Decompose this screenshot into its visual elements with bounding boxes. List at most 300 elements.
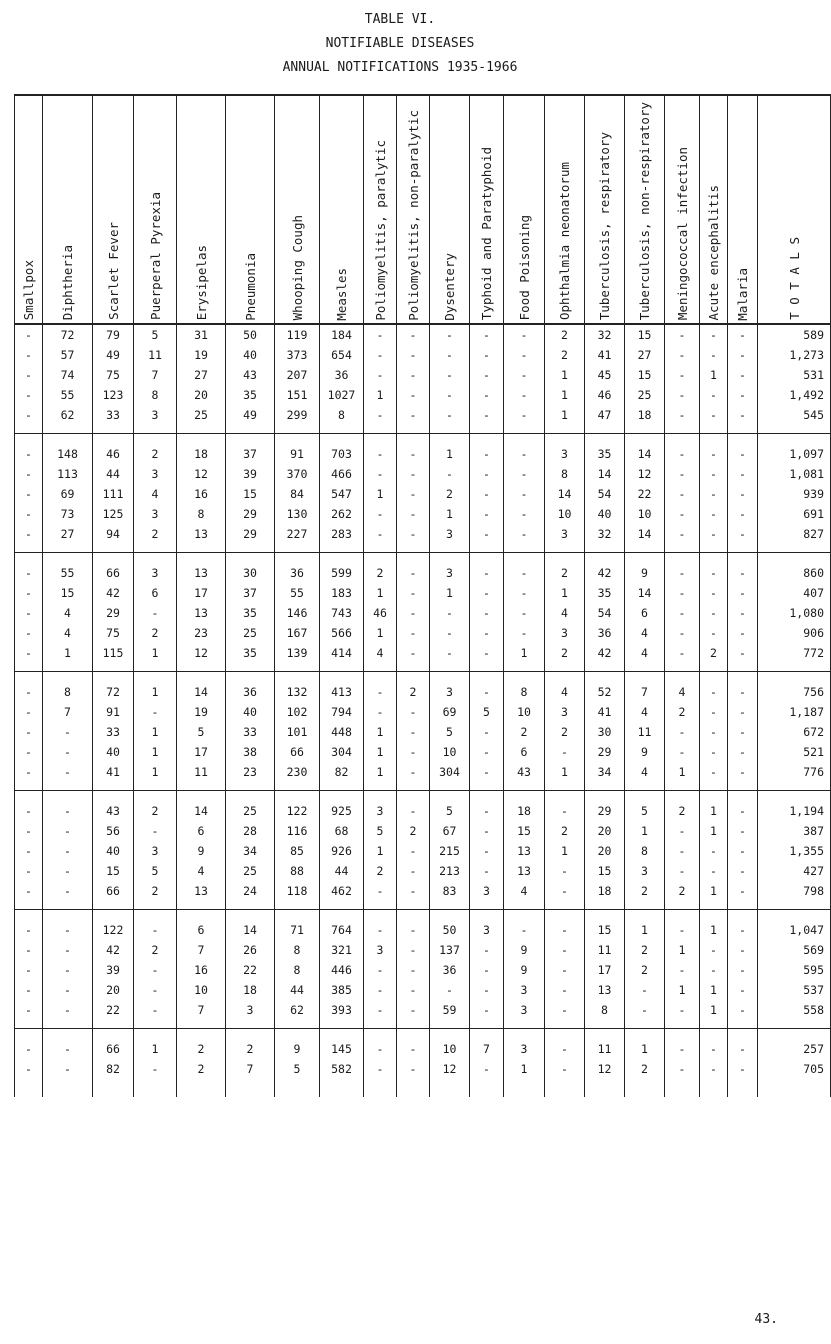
- table-cell: 672: [758, 722, 831, 742]
- table-cell: 1,047: [758, 910, 831, 941]
- table-cell: 28: [226, 821, 275, 841]
- table-cell: -: [15, 524, 43, 553]
- table-cell: 75: [93, 365, 134, 385]
- table-cell: 122: [93, 910, 134, 941]
- table-cell: -: [364, 324, 397, 345]
- table-cell: -: [397, 385, 430, 405]
- table-cell: 1: [504, 1059, 545, 1097]
- table-cell: -: [728, 960, 758, 980]
- table-cell: 37: [226, 434, 275, 465]
- table-cell: -: [15, 960, 43, 980]
- column-header-label: Tuberculosis, non-respiratory: [637, 102, 652, 321]
- table-cell: -: [364, 504, 397, 524]
- table-cell: 1: [665, 940, 700, 960]
- table-cell: -: [665, 603, 700, 623]
- table-cell: 22: [93, 1000, 134, 1029]
- table-cell: -: [665, 841, 700, 861]
- table-cell: 17: [177, 742, 226, 762]
- table-cell: -: [665, 1029, 700, 1060]
- table-cell: 94: [93, 524, 134, 553]
- table-cell: -: [397, 1029, 430, 1060]
- column-header-label: Acute encephalitis: [706, 184, 721, 321]
- table-cell: -: [364, 910, 397, 941]
- table-cell: 2: [134, 940, 177, 960]
- table-cell: 1: [364, 623, 397, 643]
- table-cell: 7: [470, 1029, 504, 1060]
- table-cell: 46: [93, 434, 134, 465]
- table-cell: 1: [504, 643, 545, 672]
- table-cell: 14: [585, 464, 625, 484]
- table-cell: 304: [320, 742, 364, 762]
- table-cell: -: [15, 722, 43, 742]
- table-cell: 1: [364, 484, 397, 504]
- table-cell: -: [728, 1029, 758, 1060]
- table-cell: 33: [93, 405, 134, 434]
- table-cell: 2: [397, 672, 430, 703]
- table-cell: -: [43, 821, 93, 841]
- table-cell: 44: [320, 861, 364, 881]
- table-cell: 10: [430, 742, 470, 762]
- table-cell: 230: [275, 762, 320, 791]
- table-cell: -: [15, 672, 43, 703]
- column-header-label: Scarlet Fever: [105, 222, 121, 321]
- table-cell: 827: [758, 524, 831, 553]
- table-cell: 25: [226, 861, 275, 881]
- column-header: [43, 95, 93, 324]
- table-row: [15, 980, 831, 1000]
- table-cell: 55: [43, 385, 93, 405]
- table-cell: -: [470, 821, 504, 841]
- table-cell: -: [43, 980, 93, 1000]
- table-cell: -: [728, 821, 758, 841]
- table-cell: -: [397, 643, 430, 672]
- table-cell: 1: [134, 672, 177, 703]
- table-cell: -: [397, 583, 430, 603]
- table-cell: 62: [275, 1000, 320, 1029]
- table-cell: 40: [226, 345, 275, 365]
- table-cell: 62: [43, 405, 93, 434]
- table-cell: -: [43, 940, 93, 960]
- table-cell: 113: [43, 464, 93, 484]
- table-cell: -: [665, 960, 700, 980]
- table-cell: 1: [430, 434, 470, 465]
- table-cell: 207: [275, 365, 320, 385]
- table-cell: 57: [43, 345, 93, 365]
- table-cell: 36: [585, 623, 625, 643]
- table-row: [15, 762, 831, 791]
- table-cell: 283: [320, 524, 364, 553]
- table-cell: 2: [397, 821, 430, 841]
- table-cell: 2: [545, 324, 585, 345]
- table-cell: -: [470, 643, 504, 672]
- table-cell: -: [470, 464, 504, 484]
- table-cell: 1,080: [758, 603, 831, 623]
- table-cell: 764: [320, 910, 364, 941]
- table-cell: 29: [226, 504, 275, 524]
- table-cell: 13: [504, 861, 545, 881]
- table-cell: 14: [625, 524, 665, 553]
- table-cell: -: [134, 910, 177, 941]
- table-cell: 9: [625, 553, 665, 584]
- table-cell: 531: [758, 365, 831, 385]
- table-cell: -: [545, 910, 585, 941]
- table-cell: 1,081: [758, 464, 831, 484]
- table-cell: -: [728, 861, 758, 881]
- table-cell: 448: [320, 722, 364, 742]
- table-cell: 1: [364, 583, 397, 603]
- table-cell: -: [15, 1029, 43, 1060]
- table-cell: 5: [275, 1059, 320, 1097]
- table-cell: -: [665, 1000, 700, 1029]
- table-subtitle: NOTIFIABLE DISEASES: [325, 36, 475, 51]
- column-header: [397, 95, 430, 324]
- table-cell: -: [504, 553, 545, 584]
- table-cell: 40: [93, 841, 134, 861]
- table-cell: 1: [430, 504, 470, 524]
- table-cell: -: [470, 345, 504, 365]
- table-cell: -: [15, 583, 43, 603]
- table-cell: -: [700, 553, 728, 584]
- table-cell: -: [504, 504, 545, 524]
- table-cell: -: [728, 841, 758, 861]
- table-cell: 125: [93, 504, 134, 524]
- table-cell: 3: [545, 702, 585, 722]
- table-cell: 8: [504, 672, 545, 703]
- table-cell: -: [43, 841, 93, 861]
- table-cell: -: [15, 464, 43, 484]
- table-cell: -: [728, 702, 758, 722]
- table-cell: 69: [43, 484, 93, 504]
- table-cell: -: [728, 940, 758, 960]
- table-cell: 145: [320, 1029, 364, 1060]
- table-cell: 3: [504, 1029, 545, 1060]
- table-cell: -: [430, 324, 470, 345]
- table-cell: 3: [470, 910, 504, 941]
- table-row: [15, 385, 831, 405]
- column-header-label: Diphtheria: [60, 244, 75, 321]
- table-cell: 9: [504, 940, 545, 960]
- table-cell: 3: [364, 940, 397, 960]
- table-cell: 8: [177, 504, 226, 524]
- table-cell: 3: [430, 672, 470, 703]
- table-cell: -: [504, 345, 545, 365]
- table-cell: -: [397, 841, 430, 861]
- table-row: [15, 821, 831, 841]
- column-header: [700, 95, 728, 324]
- table-cell: -: [728, 583, 758, 603]
- table-cell: 939: [758, 484, 831, 504]
- table-cell: -: [397, 910, 430, 941]
- table-cell: -: [470, 603, 504, 623]
- table-cell: 3: [430, 553, 470, 584]
- table-cell: 1: [545, 583, 585, 603]
- table-cell: 703: [320, 434, 364, 465]
- table-cell: -: [470, 524, 504, 553]
- table-cell: -: [700, 742, 728, 762]
- table-cell: 50: [430, 910, 470, 941]
- table-cell: -: [15, 623, 43, 643]
- table-cell: -: [134, 1000, 177, 1029]
- table-cell: -: [397, 960, 430, 980]
- table-cell: -: [665, 553, 700, 584]
- table-cell: 537: [758, 980, 831, 1000]
- table-cell: 370: [275, 464, 320, 484]
- table-cell: -: [700, 960, 728, 980]
- table-cell: 3: [430, 524, 470, 553]
- table-cell: 10: [430, 1029, 470, 1060]
- table-cell: -: [364, 672, 397, 703]
- table-cell: -: [43, 1000, 93, 1029]
- table-cell: 13: [585, 980, 625, 1000]
- table-cell: 18: [504, 791, 545, 822]
- table-cell: -: [665, 484, 700, 504]
- column-header-label: Smallpox: [21, 260, 36, 321]
- table-row: [15, 434, 831, 465]
- table-cell: 7: [625, 672, 665, 703]
- table-cell: 1,187: [758, 702, 831, 722]
- table-cell: -: [545, 940, 585, 960]
- column-header: [758, 95, 831, 324]
- table-cell: 36: [430, 960, 470, 980]
- table-cell: -: [397, 980, 430, 1000]
- table-cell: 151: [275, 385, 320, 405]
- table-cell: 3: [226, 1000, 275, 1029]
- table-cell: -: [470, 553, 504, 584]
- table-cell: -: [728, 324, 758, 345]
- table-cell: 40: [226, 702, 275, 722]
- table-cell: -: [15, 484, 43, 504]
- table-cell: -: [700, 722, 728, 742]
- table-cell: -: [364, 365, 397, 385]
- table-row: [15, 583, 831, 603]
- table-cell: 304: [430, 762, 470, 791]
- table-cell: 85: [275, 841, 320, 861]
- table-cell: 558: [758, 1000, 831, 1029]
- table-cell: 521: [758, 742, 831, 762]
- table-cell: 35: [226, 385, 275, 405]
- table-cell: 42: [93, 583, 134, 603]
- table-row: [15, 405, 831, 434]
- column-header: [625, 95, 665, 324]
- table-cell: -: [545, 861, 585, 881]
- table-cell: 413: [320, 672, 364, 703]
- column-header: [545, 95, 585, 324]
- table-cell: -: [430, 345, 470, 365]
- table-cell: 23: [226, 762, 275, 791]
- table-cell: -: [665, 365, 700, 385]
- table-cell: 925: [320, 791, 364, 822]
- table-cell: -: [397, 791, 430, 822]
- table-cell: 2: [177, 1029, 226, 1060]
- table-cell: -: [700, 583, 728, 603]
- table-cell: 743: [320, 603, 364, 623]
- table-cell: -: [15, 643, 43, 672]
- table-cell: -: [397, 742, 430, 762]
- table-cell: 20: [585, 841, 625, 861]
- column-header-label: Erysipelas: [193, 244, 209, 321]
- table-cell: 33: [226, 722, 275, 742]
- table-cell: -: [665, 434, 700, 465]
- table-cell: 9: [504, 960, 545, 980]
- column-header: [470, 95, 504, 324]
- table-cell: 8: [625, 841, 665, 861]
- table-cell: -: [43, 1059, 93, 1097]
- table-cell: 906: [758, 623, 831, 643]
- table-cell: -: [397, 345, 430, 365]
- table-cell: 2: [625, 940, 665, 960]
- table-cell: 5: [134, 324, 177, 345]
- table-cell: 184: [320, 324, 364, 345]
- table-cell: 32: [585, 324, 625, 345]
- table-cell: 130: [275, 504, 320, 524]
- notifications-table: [14, 94, 831, 1097]
- table-cell: 2: [665, 702, 700, 722]
- table-cell: -: [470, 742, 504, 762]
- table-cell: -: [15, 504, 43, 524]
- table-cell: -: [504, 324, 545, 345]
- table-cell: -: [15, 841, 43, 861]
- table-cell: 46: [364, 603, 397, 623]
- table-cell: 139: [275, 643, 320, 672]
- table-cell: -: [43, 960, 93, 980]
- table-cell: -: [134, 821, 177, 841]
- table-cell: 14: [177, 791, 226, 822]
- table-cell: 2: [545, 553, 585, 584]
- table-cell: 1: [364, 742, 397, 762]
- table-cell: 3: [134, 504, 177, 524]
- table-cell: 547: [320, 484, 364, 504]
- table-cell: 3: [545, 524, 585, 553]
- table-cell: 462: [320, 881, 364, 910]
- table-cell: -: [397, 1059, 430, 1097]
- table-cell: -: [15, 742, 43, 762]
- table-cell: 2: [625, 960, 665, 980]
- table-cell: 13: [177, 553, 226, 584]
- table-cell: -: [470, 324, 504, 345]
- table-cell: -: [545, 791, 585, 822]
- table-row: [15, 524, 831, 553]
- table-cell: 18: [226, 980, 275, 1000]
- table-cell: 11: [177, 762, 226, 791]
- table-cell: -: [665, 385, 700, 405]
- table-cell: 2: [545, 345, 585, 365]
- table-cell: 50: [226, 324, 275, 345]
- table-cell: 55: [275, 583, 320, 603]
- table-cell: -: [700, 385, 728, 405]
- table-row: [15, 504, 831, 524]
- table-cell: -: [545, 742, 585, 762]
- table-cell: -: [15, 940, 43, 960]
- table-cell: -: [470, 385, 504, 405]
- table-cell: 2: [665, 881, 700, 910]
- table-cell: -: [134, 603, 177, 623]
- table-row: [15, 324, 831, 345]
- table-cell: -: [700, 623, 728, 643]
- table-cell: 393: [320, 1000, 364, 1029]
- table-cell: -: [430, 623, 470, 643]
- table-cell: 54: [585, 484, 625, 504]
- table-cell: 1: [625, 1029, 665, 1060]
- table-cell: 37: [226, 583, 275, 603]
- table-cell: 2: [134, 623, 177, 643]
- column-header-label: Typhoid and Paratyphoid: [479, 147, 494, 321]
- table-cell: -: [700, 324, 728, 345]
- table-cell: -: [700, 940, 728, 960]
- table-cell: -: [728, 484, 758, 504]
- table-cell: -: [504, 464, 545, 484]
- table-cell: 427: [758, 861, 831, 881]
- table-cell: 47: [585, 405, 625, 434]
- table-cell: 66: [93, 881, 134, 910]
- table-cell: 1: [364, 722, 397, 742]
- column-header: [15, 95, 43, 324]
- table-cell: 36: [275, 553, 320, 584]
- table-cell: -: [625, 1000, 665, 1029]
- table-cell: -: [665, 821, 700, 841]
- table-cell: 4: [545, 672, 585, 703]
- column-header: [320, 95, 364, 324]
- table-cell: 15: [226, 484, 275, 504]
- table-cell: -: [665, 910, 700, 941]
- table-cell: -: [700, 464, 728, 484]
- table-row: [15, 861, 831, 881]
- table-cell: -: [15, 910, 43, 941]
- table-row: [15, 643, 831, 672]
- table-cell: 4: [364, 643, 397, 672]
- table-cell: 17: [177, 583, 226, 603]
- table-cell: 1: [134, 643, 177, 672]
- table-cell: 148: [43, 434, 93, 465]
- table-cell: 8: [43, 672, 93, 703]
- table-cell: -: [430, 980, 470, 1000]
- table-cell: -: [665, 861, 700, 881]
- table-cell: 11: [585, 940, 625, 960]
- table-cell: 1: [700, 980, 728, 1000]
- table-cell: 6: [504, 742, 545, 762]
- table-cell: 321: [320, 940, 364, 960]
- table-cell: 407: [758, 583, 831, 603]
- table-cell: 41: [93, 762, 134, 791]
- table-cell: -: [504, 434, 545, 465]
- table-cell: -: [397, 553, 430, 584]
- table-cell: 66: [275, 742, 320, 762]
- table-cell: -: [397, 603, 430, 623]
- table-cell: -: [728, 980, 758, 1000]
- table-cell: -: [728, 524, 758, 553]
- table-cell: 15: [504, 821, 545, 841]
- table-row: [15, 1029, 831, 1060]
- table-cell: -: [364, 1000, 397, 1029]
- table-cell: 16: [177, 484, 226, 504]
- table-cell: -: [728, 910, 758, 941]
- table-cell: -: [430, 385, 470, 405]
- table-cell: 122: [275, 791, 320, 822]
- table-cell: 4: [504, 881, 545, 910]
- table-cell: 5: [364, 821, 397, 841]
- table-cell: -: [700, 702, 728, 722]
- table-cell: 3: [470, 881, 504, 910]
- table-cell: -: [43, 762, 93, 791]
- table-cell: 88: [275, 861, 320, 881]
- table-cell: 6: [134, 583, 177, 603]
- table-cell: -: [364, 434, 397, 465]
- table-cell: 25: [177, 405, 226, 434]
- table-cell: 1: [625, 910, 665, 941]
- table-cell: -: [700, 762, 728, 791]
- table-cell: -: [665, 623, 700, 643]
- table-cell: 3: [504, 1000, 545, 1029]
- table-cell: 1027: [320, 385, 364, 405]
